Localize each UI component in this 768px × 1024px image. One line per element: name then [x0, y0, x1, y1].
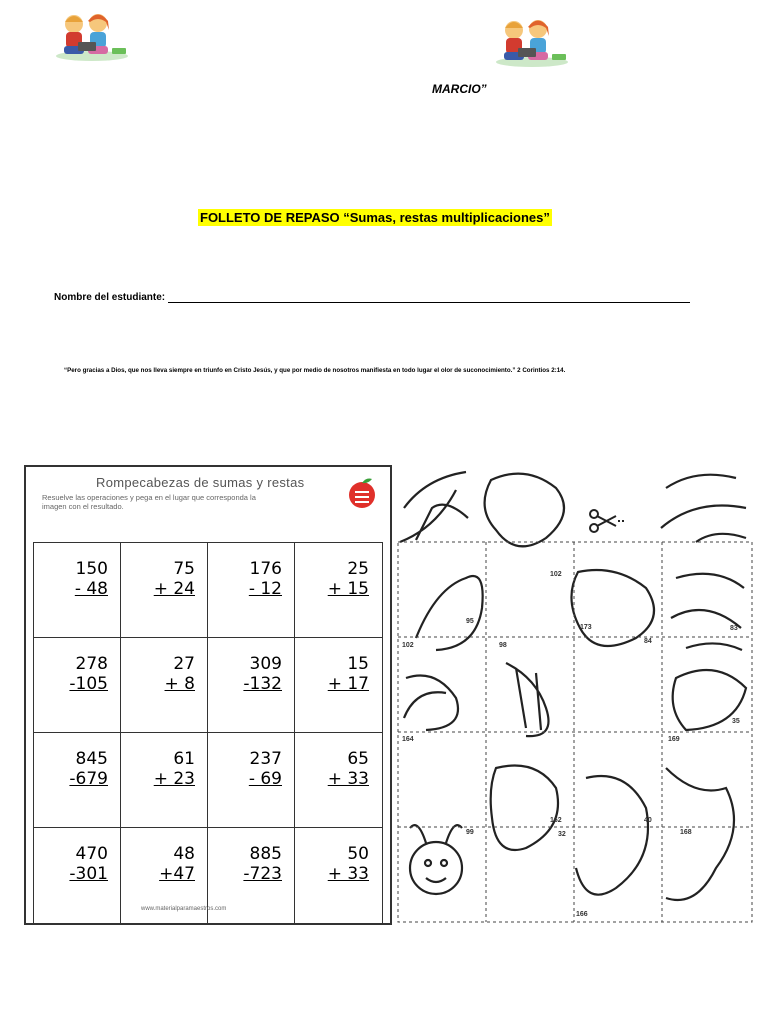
problem-bottom: + 33: [327, 864, 369, 884]
problem-top: 25: [347, 559, 369, 579]
problem-bottom: + 17: [327, 674, 369, 694]
puzzle-panel: [396, 468, 754, 924]
problem-cell: [295, 733, 382, 828]
operations-grid: [33, 542, 383, 924]
worksheet-panel: [24, 465, 392, 925]
problem-cell: [208, 733, 295, 828]
problem-cell: [34, 638, 121, 733]
author-name: MARCIO”: [432, 82, 487, 96]
problem-bottom: + 24: [153, 579, 195, 599]
problem-cell: [208, 543, 295, 638]
piece-label: 32: [558, 831, 566, 838]
puzzle-artwork: [400, 472, 746, 900]
problem-top: 237: [249, 749, 282, 769]
problem-bottom: + 33: [327, 769, 369, 789]
problem-top: 15: [347, 654, 369, 674]
problem-bottom: - 69: [248, 769, 282, 789]
kids-illustration-left: [52, 8, 132, 62]
problem-cell: [121, 543, 208, 638]
worksheet-footer: www.materialparamaestros.com: [141, 906, 227, 912]
student-name-line[interactable]: [168, 292, 690, 303]
problem-top: 309: [249, 654, 282, 674]
bible-verse: “Pero gracias a Dios, que nos lleva siempre en triunfo en Cristo Jesús, y que por medio de nosotros manifiesta en todo lugar el olor de suconocimiento.” 2 Corintios 2:14.: [64, 367, 566, 374]
problem-bottom: -679: [69, 769, 108, 789]
problem-top: 278: [75, 654, 108, 674]
piece-label: 166: [576, 911, 588, 918]
problem-top: 75: [173, 559, 195, 579]
piece-label: 98: [499, 642, 507, 649]
kids-illustration-right: [492, 14, 572, 68]
problem-top: 845: [75, 749, 108, 769]
problem-bottom: + 23: [153, 769, 195, 789]
piece-label: 102: [550, 571, 562, 578]
problem-top: 176: [249, 559, 282, 579]
problem-bottom: +47: [159, 864, 195, 884]
problem-cell: [121, 733, 208, 828]
piece-label: 173: [580, 624, 592, 631]
piece-label: 102: [402, 642, 414, 649]
problem-bottom: - 12: [248, 579, 282, 599]
document-title: FOLLETO DE REPASO “Sumas, restas multiplicaciones”: [200, 210, 550, 225]
problem-bottom: -301: [69, 864, 108, 884]
piece-label: 84: [644, 638, 652, 645]
problem-top: 150: [75, 559, 108, 579]
piece-label: 40: [644, 817, 652, 824]
problem-cell: [34, 543, 121, 638]
worksheet-instructions: Resuelve las operaciones y pega en el lugar que corresponda la imagen con el resultado.: [42, 493, 256, 511]
problem-top: 50: [347, 844, 369, 864]
problem-top: 27: [173, 654, 195, 674]
student-name-row: [54, 292, 690, 303]
problem-cell: [34, 733, 121, 828]
problem-cell: [295, 543, 382, 638]
piece-label: 164: [402, 736, 414, 743]
piece-label: 162: [550, 817, 562, 824]
problem-bottom: - 48: [74, 579, 108, 599]
problem-bottom: -105: [69, 674, 108, 694]
piece-label: 83: [730, 625, 738, 632]
problem-bottom: + 15: [327, 579, 369, 599]
piece-label: 99: [466, 829, 474, 836]
problem-cell: [295, 638, 382, 733]
piece-label: 35: [732, 718, 740, 725]
worksheet-title: Rompecabezas de sumas y restas: [96, 475, 305, 490]
problem-top: 48: [173, 844, 195, 864]
problem-cell: [295, 828, 382, 923]
problem-cell: [208, 638, 295, 733]
problem-bottom: -132: [243, 674, 282, 694]
problem-top: 470: [75, 844, 108, 864]
piece-label: 169: [668, 736, 680, 743]
problem-cell: [121, 638, 208, 733]
student-name-label: Nombre del estudiante:: [54, 292, 166, 303]
problem-bottom: -723: [243, 864, 282, 884]
scissors-icon: [590, 510, 626, 532]
apple-icon: [344, 475, 380, 511]
piece-label: 95: [466, 618, 474, 625]
problem-top: 885: [249, 844, 282, 864]
puzzle-cut-lines: [398, 542, 752, 922]
problem-top: 65: [347, 749, 369, 769]
problem-bottom: + 8: [164, 674, 195, 694]
problem-cell: [34, 828, 121, 923]
problem-top: 61: [173, 749, 195, 769]
puzzle-labels: [402, 571, 740, 918]
piece-label: 168: [680, 829, 692, 836]
